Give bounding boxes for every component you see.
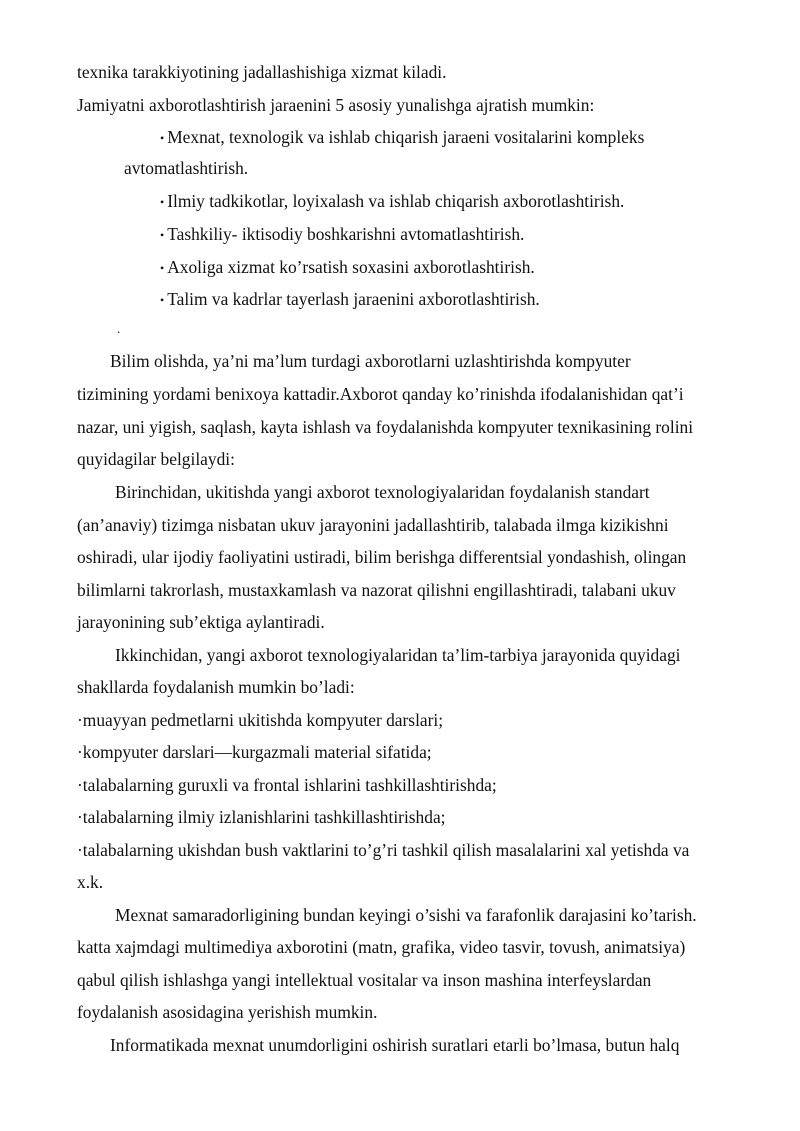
paragraph-line: foydalanish asosidagina yerishish mumkin. (77, 1002, 378, 1022)
paragraph-line: Bilim olishda, ya’ni ma’lum turdagi axborotlarni uzlashtirishda kompyuter (110, 351, 631, 371)
bullet-icon: • (160, 195, 165, 209)
paragraph-line: shakllarda foydalanish mumkin bo’ladi: (77, 677, 355, 697)
text-line: texnika tarakkiyotining jadallashishiga xizmat kiladi. (77, 62, 447, 82)
paragraph-line: bilimlarni takrorlash, mustaxkamlash va nazorat qilishni engillashtiradi, talabani ukuv (77, 580, 676, 600)
paragraph-line: Ikkinchidan, yangi axborot texnologiyalaridan ta’lim-tarbiya jarayonida quyidagi (115, 645, 681, 665)
list-item (160, 256, 535, 279)
list-item (160, 288, 540, 311)
list-item (160, 126, 644, 149)
paragraph-line: jarayonining sub’ektiga aylantiradi. (77, 612, 325, 632)
list-item-continuation: avtomatlashtirish. (124, 158, 249, 178)
stray-dot: . (117, 321, 121, 336)
list-item (160, 223, 524, 246)
paragraph-line: (an’anaviy) tizimga nisbatan ukuv jarayonini jadallashtirib, talabada ilmga kizikishni (77, 515, 669, 535)
bullet-icon: • (160, 261, 165, 275)
list-item (160, 190, 624, 213)
paragraph-line: Informatikada mexnat unumdorligini oshirish suratlari etarli bo’lmasa, butun halq (110, 1035, 680, 1055)
text-line: Jamiyatni axborotlashtirish jaraenini 5 asosiy yunalishga ajratish mumkin: (77, 95, 595, 115)
list-item-text: Talim va kadrlar tayerlash jaraenini axborotlashtirish. (167, 289, 540, 309)
paragraph-line: Birinchidan, ukitishda yangi axborot texnologiyalaridan foydalanish standart (115, 482, 650, 502)
list-item: ·talabalarning ukishdan bush vaktlarini to’g’ri tashkil qilish masalalarini xal yetishda va (77, 840, 690, 860)
bullet-icon: • (160, 293, 165, 307)
list-item-text: Axoliga xizmat ko’rsatish soxasini axborotlashtirish. (167, 257, 535, 277)
bullet-icon: • (160, 131, 165, 145)
list-item: ·kompyuter darslari—kurgazmali material sifatida; (77, 742, 432, 762)
list-item-continuation: x.k. (77, 872, 104, 892)
list-item-text: Tashkiliy- iktisodiy boshkarishni avtomatlashtirish. (167, 224, 525, 244)
list-item: ·muayyan pedmetlarni ukitishda kompyuter darslari; (77, 710, 444, 730)
paragraph-line: qabul qilish ishlashga yangi intellektual vositalar va inson mashina interfeyslardan (77, 970, 652, 990)
bullet-icon: • (160, 228, 165, 242)
list-item-text: Ilmiy tadkikotlar, loyixalash va ishlab chiqarish axborotlashtirish. (167, 191, 625, 211)
paragraph-line: quyidagilar belgilaydi: (77, 449, 235, 469)
list-item-text: Mexnat, texnologik va ishlab chiqarish jaraeni vositalarini kompleks (167, 127, 645, 147)
list-item: ·talabalarning ilmiy izlanishlarini tashkillashtirishda; (77, 807, 446, 827)
list-item: ·talabalarning guruxli va frontal ishlarini tashkillashtirishda; (77, 775, 497, 795)
paragraph-line: katta xajmdagi multimediya axborotini (matn, grafika, video tasvir, tovush, animatsiya) (77, 937, 686, 957)
paragraph-line: Mexnat samaradorligining bundan keyingi o’sishi va farafonlik darajasini ko’tarish. (115, 905, 697, 925)
paragraph-line: tizimining yordami benixoya kattadir.Axborot qanday ko’rinishda ifodalanishidan qat’i (77, 384, 684, 404)
paragraph-line: nazar, uni yigish, saqlash, kayta ishlash va foydalanishda kompyuter texnikasining rolini (77, 417, 694, 437)
paragraph-line: oshiradi, ular ijodiy faoliyatini ustiradi, bilim berishga differentsial yondashish, olingan (77, 547, 687, 567)
